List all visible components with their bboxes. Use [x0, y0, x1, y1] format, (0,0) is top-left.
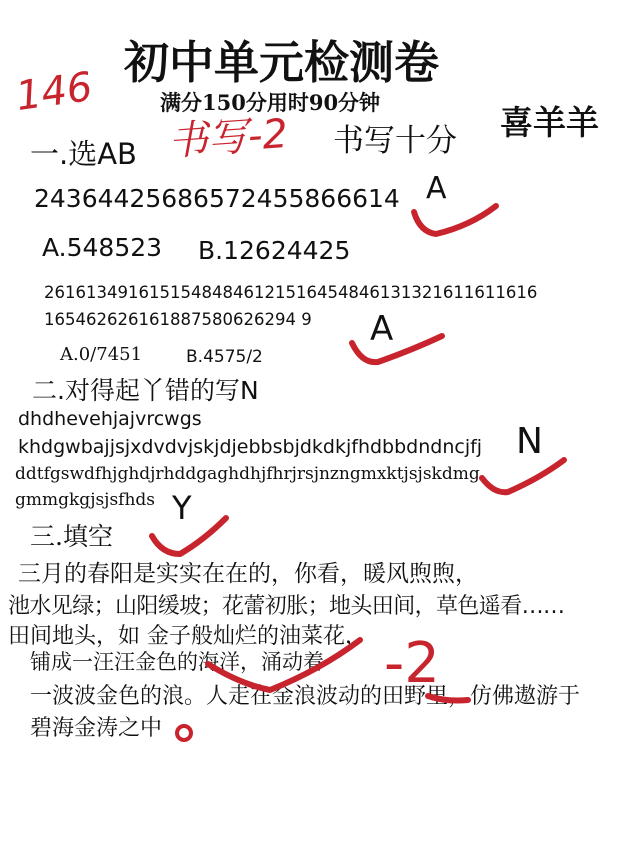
section2-line1: dhdhevehjajvrcwgs — [18, 408, 202, 430]
q2-stem-line1: 26161349161515484846121516454846131321611611616 — [44, 283, 538, 302]
q2-stem-line2: 165462626161887580626294 9 — [44, 310, 312, 329]
section3-heading: 三.填空 — [30, 522, 113, 551]
passage-line1: 三月的春阳是实实在在的，你看，暖风煦煦， — [18, 561, 478, 587]
student-name: 喜羊羊 — [500, 103, 599, 142]
passage-line4: 铺成一汪汪金色的海洋，涌动着 — [30, 650, 324, 674]
q1-answer-mark: A — [426, 171, 447, 206]
q1-option-b: B.12624425 — [198, 236, 351, 265]
q1-option-a: A.548523 — [42, 233, 163, 262]
q2-option-a: A.0/7451 — [60, 344, 143, 365]
q2-answer-mark: A — [370, 309, 394, 349]
section2-answer-y: Y — [172, 489, 192, 527]
passage-line6: 碧海金涛之中 — [30, 716, 163, 741]
writing-deduction-mark: 书写-2 — [166, 110, 290, 166]
q2-option-b: B.4575/2 — [186, 347, 263, 367]
checkmark-icon — [482, 460, 564, 492]
section1-heading: 一.选AB — [30, 137, 137, 171]
section2-line4: gmmgkgjsjsfhds — [15, 490, 156, 510]
q1-stem: 24364425686572455866614 — [34, 184, 400, 213]
checkmark-icon — [414, 206, 496, 234]
writing-note: 书写十分 — [333, 123, 457, 159]
section2-line2: khdgwbajjsjxdvdvjskjdjebbsbjdkdkjfhdbbdndncjfj — [18, 436, 483, 458]
page-title: 初中单元检测卷 — [124, 36, 440, 89]
total-score-mark: 146 — [13, 63, 96, 121]
section2-heading: 二.对得起丫错的写N — [32, 376, 259, 405]
passage-line2: 池水见绿；山阳缓坡；花蕾初胀；地头田间，草色遥看…… — [8, 594, 565, 619]
passage-line5: 一波波金色的浪。人走在金浪波动的田野里，仿佛遨游于 — [30, 684, 581, 709]
section2-answer-n: N — [516, 421, 543, 462]
page-subtitle: 满分150分用时90分钟 — [160, 90, 381, 115]
fill-blank-deduction-mark: -2 — [384, 631, 440, 696]
section2-line3: ddtfgswdfhjghdjrhddgaghdhjfhrjrsjnzngmxktjsjskdmg — [15, 464, 480, 484]
circle-mark-icon — [177, 726, 191, 740]
passage-line3: 田间地头，如 金子般灿烂的油菜花， — [8, 624, 367, 649]
checkmark-icon — [352, 336, 442, 362]
